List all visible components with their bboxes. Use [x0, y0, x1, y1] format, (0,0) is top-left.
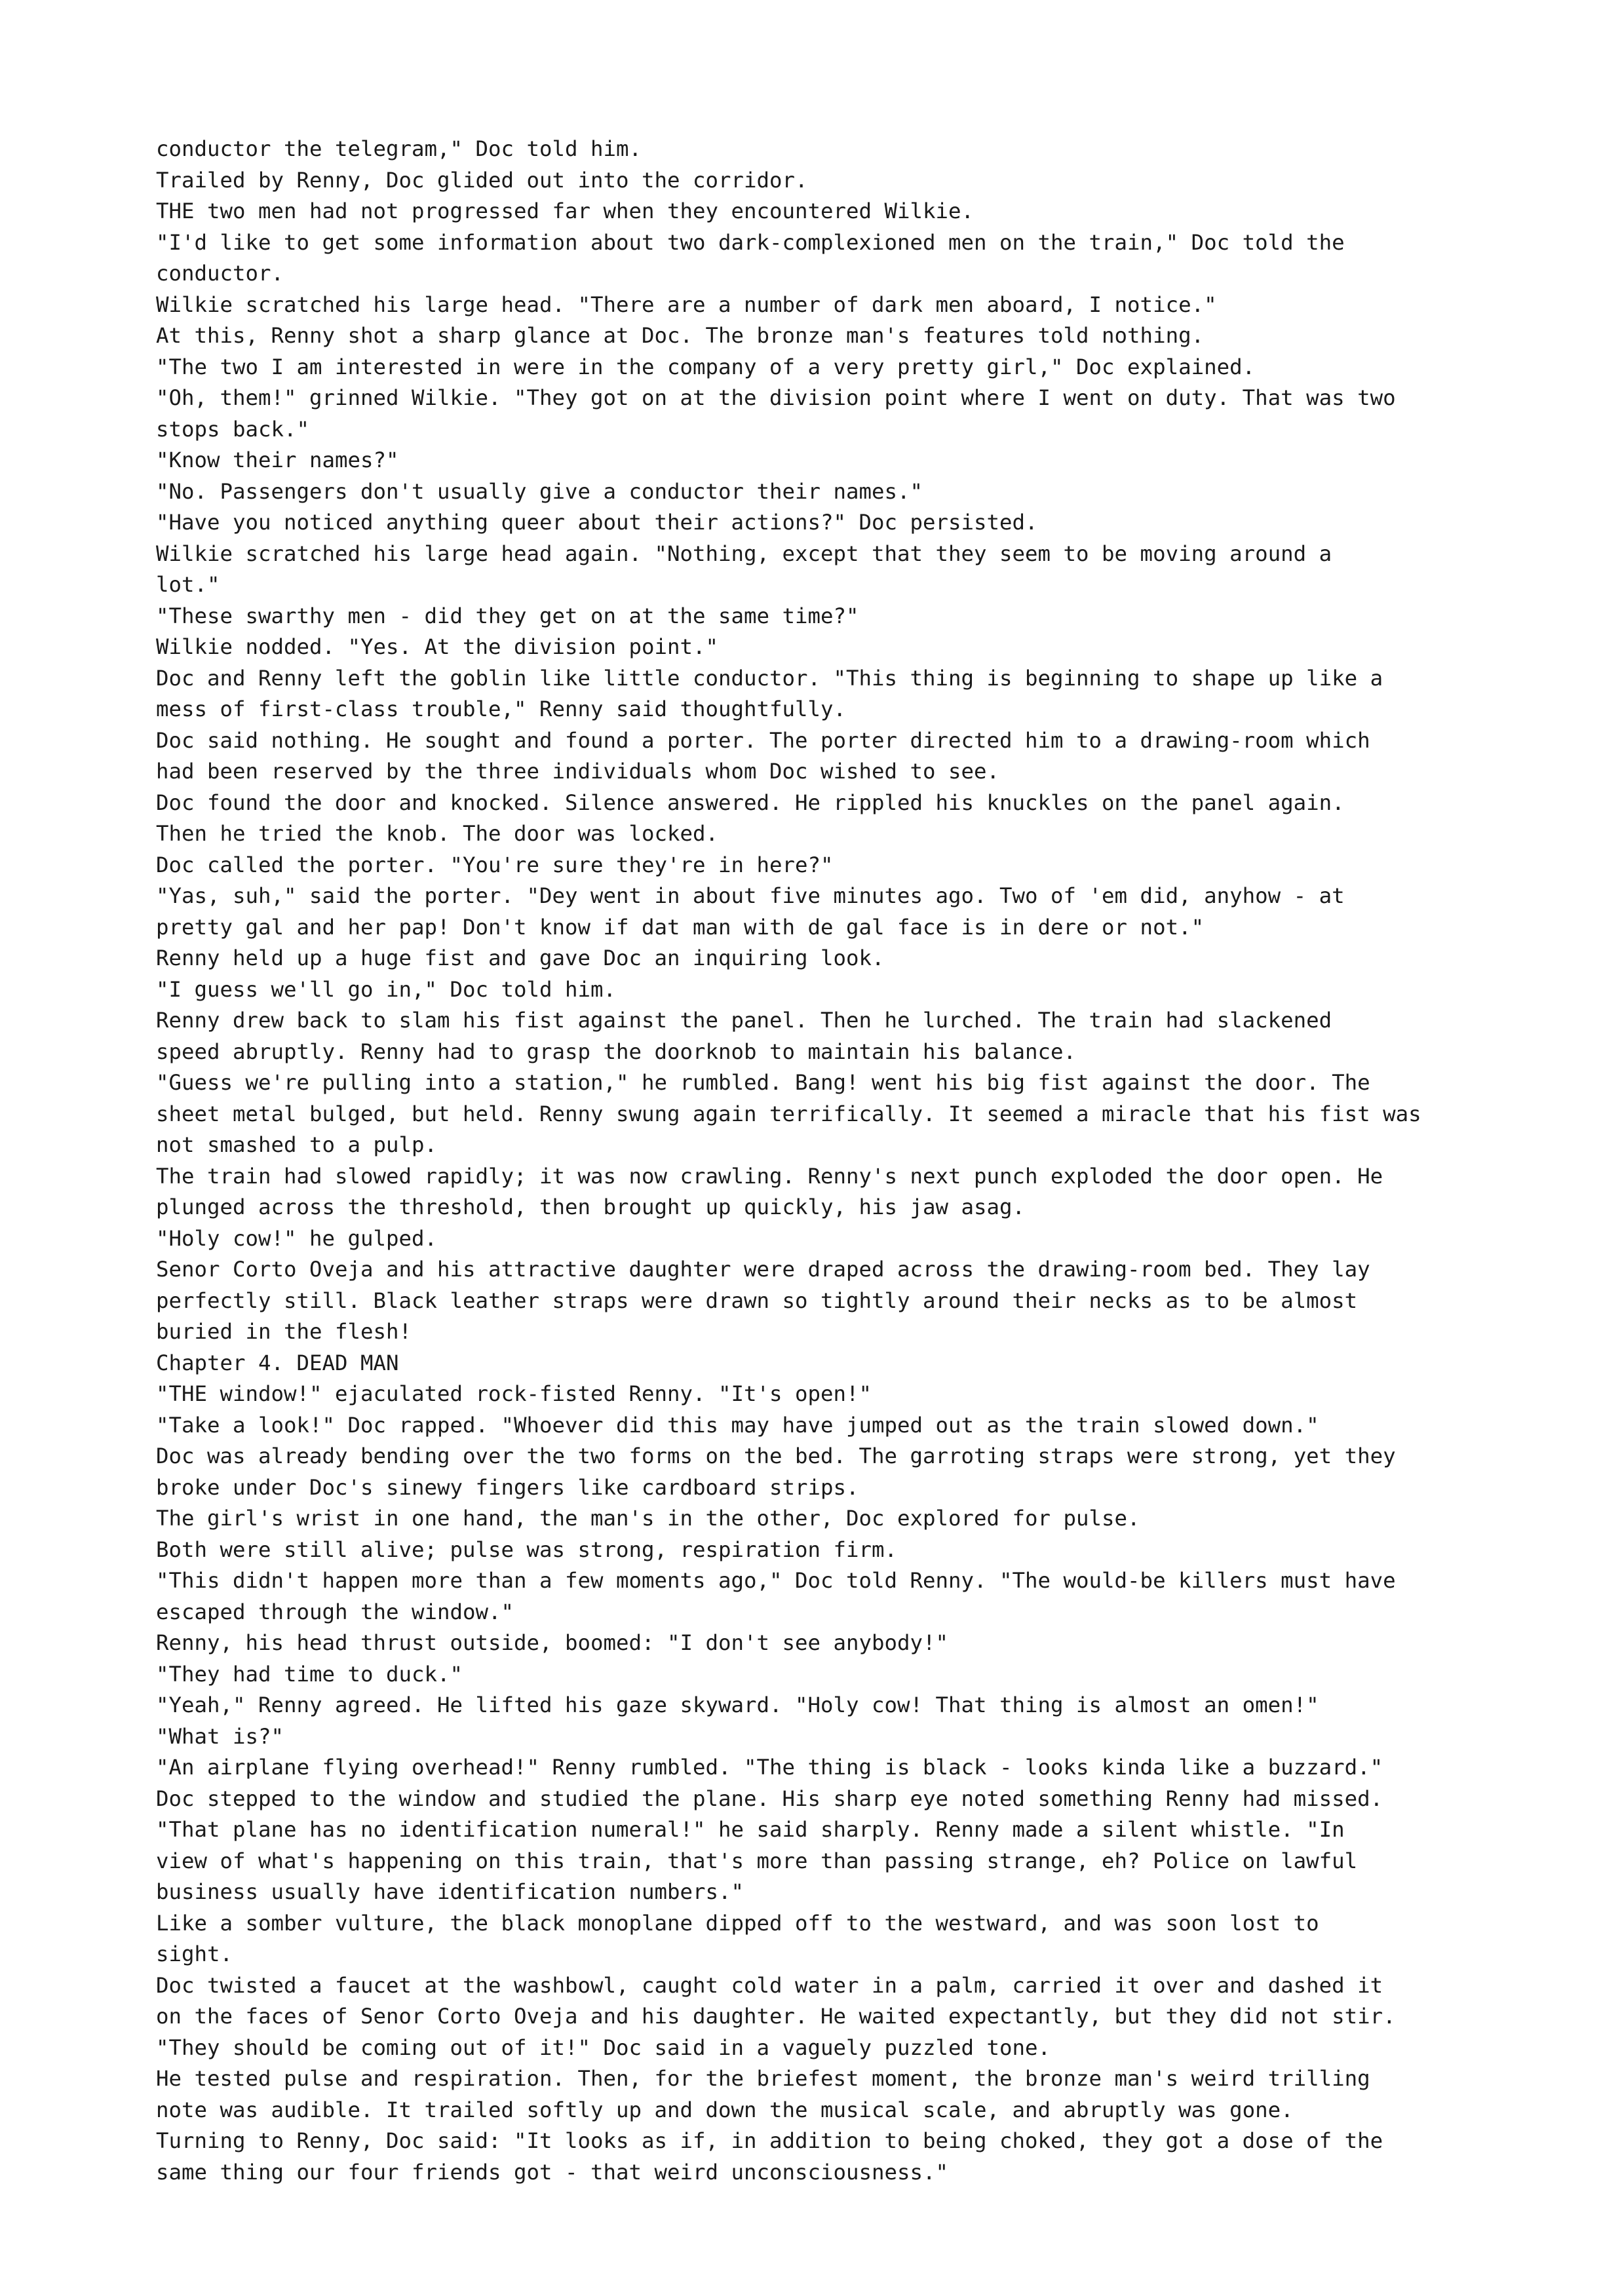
text-line: Trailed by Renny, Doc glided out into the corridor. — [156, 167, 808, 193]
text-line: "They had time to duck." — [156, 1661, 463, 1687]
text-line: Renny held up a huge fist and gave Doc an inquiring look. — [156, 946, 885, 970]
text-line: plunged across the threshold, then brought up quickly, his jaw asag. — [156, 1195, 1026, 1219]
text-line: sight. — [156, 1942, 233, 1966]
text-line: Like a somber vulture, the black monoplane dipped off to the westward, and was soon lost to — [156, 1910, 1319, 1936]
text-line: He tested pulse and respiration. Then, for the briefest moment, the bronze man's weird trilling — [156, 2066, 1370, 2091]
text-line: "No. Passengers don't usually give a conductor their names." — [156, 478, 923, 504]
text-line: Wilkie nodded. "Yes. At the division point." — [156, 634, 719, 659]
text-line: "Oh, them!" grinned Wilkie. "They got on at the division point where I went on duty. That was two — [156, 385, 1396, 410]
text-line: THE two men had not progressed far when they encountered Wilkie. — [156, 199, 975, 223]
text-line: conductor the telegram," Doc told him. — [156, 136, 642, 161]
text-line: "I'd like to get some information about two dark-complexioned men on the train," Doc told the — [156, 229, 1345, 255]
text-line: "This didn't happen more than a few moments ago," Doc told Renny. "The would-be killers must have — [156, 1568, 1396, 1593]
text-line: Chapter 4. DEAD MAN — [156, 1350, 399, 1375]
text-line: "Guess we're pulling into a station," he rumbled. Bang! went his big fist against the door. The — [156, 1070, 1370, 1095]
text-line: Doc found the door and knocked. Silence answered. He rippled his knuckles on the panel again. — [156, 790, 1345, 815]
text-line: Turning to Renny, Doc said: "It looks as if, in addition to being choked, they got a dose of the — [156, 2128, 1383, 2153]
text-line: "An airplane flying overhead!" Renny rumbled. "The thing is black - looks kinda like a buzzard." — [156, 1755, 1383, 1780]
text-line: Doc and Renny left the goblin like little conductor. "This thing is beginning to shape up like a — [156, 665, 1383, 691]
text-line: "Holy cow!" he gulped. — [156, 1225, 438, 1251]
text-line: "That plane has no identification numeral!" he said sharply. Renny made a silent whistle. "In — [156, 1817, 1345, 1842]
text-line: view of what's happening on this train, that's more than passing strange, eh? Police on lawful — [156, 1848, 1358, 1873]
text-line: "THE window!" ejaculated rock-fisted Renny. "It's open!" — [156, 1381, 872, 1406]
text-line: perfectly still. Black leather straps were drawn so tightly around their necks as to be almost — [156, 1288, 1358, 1313]
text-line: "Yas, suh," said the porter. "Dey went in about five minutes ago. Two of 'em did, anyhow - at — [156, 883, 1345, 908]
text-line: "Know their names?" — [156, 448, 399, 472]
text-line: "These swarthy men - did they get on at the same time?" — [156, 603, 859, 628]
text-line: "Have you noticed anything queer about their actions?" Doc persisted. — [156, 510, 1038, 535]
text-line: speed abruptly. Renny had to grasp the doorknob to maintain his balance. — [156, 1039, 1077, 1064]
text-line: "Yeah," Renny agreed. He lifted his gaze skyward. "Holy cow! That thing is almost an omen!" — [156, 1693, 1319, 1717]
text-line: mess of first-class trouble," Renny said thoughtfully. — [156, 697, 847, 721]
text-line: Senor Corto Oveja and his attractive daughter were draped across the drawing-room bed. They lay — [156, 1257, 1370, 1282]
text-line: Doc said nothing. He sought and found a porter. The porter directed him to a drawing-room which — [156, 727, 1370, 753]
text-line: broke under Doc's sinewy fingers like cardboard strips. — [156, 1474, 859, 1500]
text-line: "The two I am interested in were in the company of a very pretty girl," Doc explained. — [156, 354, 1256, 379]
text-line: Doc twisted a faucet at the washbowl, caught cold water in a palm, carried it over and dashed it — [156, 1972, 1383, 1998]
text-line: "Take a look!" Doc rapped. "Whoever did this may have jumped out as the train slowed down." — [156, 1412, 1319, 1438]
text-line: At this, Renny shot a sharp glance at Doc. The bronze man's features told nothing. — [156, 323, 1205, 348]
text-line: Doc stepped to the window and studied the plane. His sharp eye noted something Renny had missed. — [156, 1786, 1383, 1811]
text-line: Wilkie scratched his large head. "There are a number of dark men aboard, I notice." — [156, 292, 1217, 317]
text-line: "What is?" — [156, 1723, 284, 1749]
text-line: "I guess we'll go in," Doc told him. — [156, 976, 617, 1002]
text-line: Wilkie scratched his large head again. "Nothing, except that they seem to be moving around a — [156, 541, 1332, 566]
text-line: sheet metal bulged, but held. Renny swung again terrifically. It seemed a miracle that his fist was — [156, 1101, 1421, 1126]
text-line: Doc called the porter. "You're sure they're in here?" — [156, 852, 834, 877]
text-line: escaped through the window." — [156, 1599, 514, 1624]
text-line: The girl's wrist in one hand, the man's in the other, Doc explored for pulse. — [156, 1506, 1140, 1531]
text-line: business usually have identification numbers." — [156, 1879, 744, 1904]
text-line: had been reserved by the three individuals whom Doc wished to see. — [156, 759, 1000, 784]
text-line: Renny drew back to slam his fist against the panel. Then he lurched. The train had slackened — [156, 1008, 1332, 1033]
text-line: note was audible. It trailed softly up and down the musical scale, and abruptly was gone. — [156, 2097, 1294, 2122]
text-line: buried in the flesh! — [156, 1319, 412, 1344]
text-line: stops back." — [156, 416, 310, 442]
text-line: same thing our four friends got - that weird unconsciousness." — [156, 2159, 949, 2185]
text-line: not smashed to a pulp. — [156, 1132, 438, 1157]
text-line: lot." — [156, 572, 220, 597]
text-line: Doc was already bending over the two forms on the bed. The garroting straps were strong, yet they — [156, 1444, 1396, 1468]
text-line: The train had slowed rapidly; it was now crawling. Renny's next punch exploded the door open. He — [156, 1163, 1383, 1189]
text-line: Renny, his head thrust outside, boomed: "I don't see anybody!" — [156, 1630, 949, 1655]
text-line: conductor. — [156, 261, 284, 286]
text-line: pretty gal and her pap! Don't know if dat man with de gal face is in dere or not." — [156, 914, 1205, 940]
text-line: Both were still alive; pulse was strong, respiration firm. — [156, 1537, 898, 1562]
text-line: on the faces of Senor Corto Oveja and his daughter. He waited expectantly, but they did not stir. — [156, 2004, 1396, 2029]
text-line: Then he tried the knob. The door was locked. — [156, 821, 719, 846]
document-page — [156, 134, 1486, 2188]
text-line: "They should be coming out of it!" Doc said in a vaguely puzzled tone. — [156, 2035, 1051, 2060]
